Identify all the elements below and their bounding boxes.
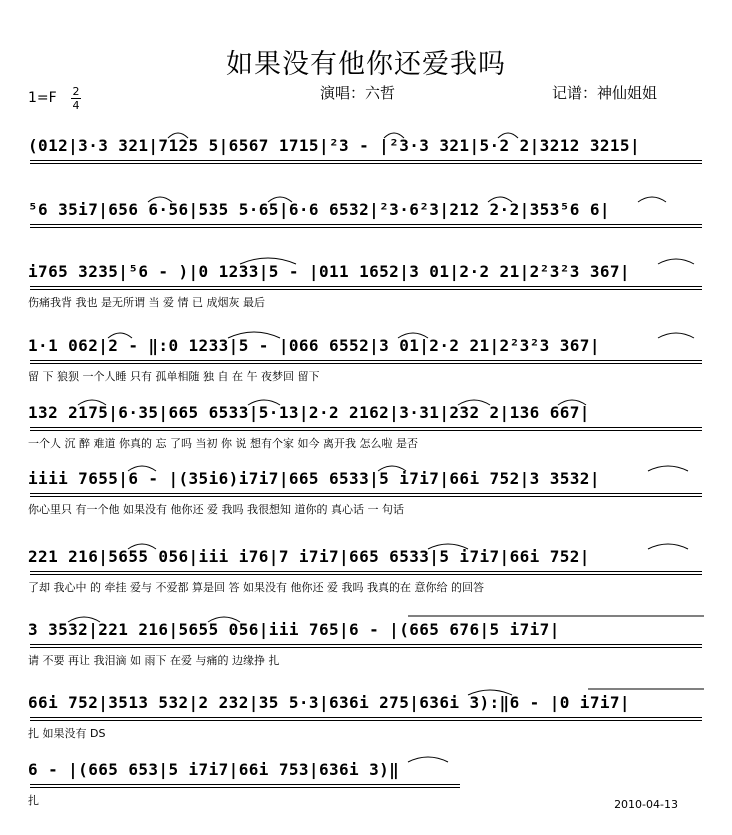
notation-line: (012|3·3 321|7125 5|6567 1715|²3 - |²3·3 321|5·2 2|3212 3215| bbox=[28, 136, 641, 155]
singer-credit: 演唱：六哲 bbox=[320, 84, 396, 102]
underline-beam-double bbox=[30, 289, 702, 290]
notation-line: 66i 752|3513 532|2 232|35 5·3|636i 275|636i 3):‖6 - |0 i7i7| bbox=[28, 693, 630, 712]
time-signature-bottom: 4 bbox=[72, 99, 80, 112]
lyrics-line: 扎 bbox=[28, 794, 39, 807]
lyrics-line: 一个人 沉 醉 难道 你真的 忘 了吗 当初 你 说 想有个家 如今 离开我 怎么啦 是否 bbox=[28, 437, 418, 450]
underline-beam bbox=[30, 571, 702, 572]
underline-beam bbox=[30, 644, 702, 645]
notation-line: ⁵6 35i7|656 6·56|535 5·65|6·6 6532|²3·6²3|212 2·2|353⁵6 6| bbox=[28, 200, 610, 219]
underline-beam-double bbox=[30, 163, 702, 164]
lyrics-line: 留 下 狼狈 一个人睡 只有 孤单相随 独 自 在 午 夜梦回 留下 bbox=[28, 370, 320, 383]
underline-beam bbox=[30, 224, 702, 225]
notation-line: 132 2175|6·35|665 6533|5·13|2·2 2162|3·31|232 2|136 667| bbox=[28, 403, 590, 422]
notation-line: 6 - |(665 653|5 i7i7|66i 753|636i 3)‖ bbox=[28, 760, 400, 779]
notation-line: iiii 7655|6 - |(35i6)i7i7|665 6533|5 i7i7|66i 752|3 3532| bbox=[28, 469, 600, 488]
underline-beam bbox=[30, 717, 702, 718]
underline-beam-double bbox=[30, 720, 702, 721]
underline-beam-double bbox=[30, 363, 702, 364]
underline-beam-double bbox=[30, 227, 702, 228]
underline-beam-double bbox=[30, 787, 460, 788]
time-signature-top: 2 bbox=[72, 85, 80, 98]
lyrics-line: 请 不要 再让 我泪滴 如 雨下 在爱 与痛的 边缘挣 扎 bbox=[28, 654, 280, 667]
lyrics-line bbox=[28, 232, 704, 250]
transcription-date: 2010-04-13 bbox=[614, 798, 678, 811]
lyrics-line bbox=[28, 168, 704, 186]
underline-beam-double bbox=[30, 574, 702, 575]
underline-beam bbox=[30, 286, 702, 287]
underline-beam bbox=[30, 493, 702, 494]
lyrics-line: 了却 我心中 的 牵挂 爱与 不爱都 算是回 答 如果没有 他你还 爱 我吗 我真的在 意你给 的回答 bbox=[28, 581, 484, 594]
notation-line: 221 216|5655 056|iii i76|7 i7i7|665 6533|5 i7i7|66i 752| bbox=[28, 547, 590, 566]
underline-beam bbox=[30, 160, 702, 161]
underline-beam-double bbox=[30, 647, 702, 648]
notation-line: 1·1 062|2 - ‖:0 1233|5 - |066 6552|3 01|2·2 21|2²3²3 367| bbox=[28, 336, 600, 355]
notation-line: i765 3235|⁵6 - )|0 1233|5 - |011 1652|3 01|2·2 21|2²3²3 367| bbox=[28, 262, 630, 281]
underline-beam-double bbox=[30, 430, 702, 431]
song-title: 如果没有他你还爱我吗 bbox=[226, 49, 506, 80]
lyrics-line: 扎 如果没有 DS bbox=[28, 727, 106, 740]
lyrics-line: 你心里只 有一个他 如果没有 他你还 爱 我吗 我很想知 道你的 真心话 一 句话 bbox=[28, 503, 404, 516]
underline-beam bbox=[30, 427, 702, 428]
transcriber-credit: 记谱：神仙姐姐 bbox=[552, 84, 658, 102]
key-signature: 1=F bbox=[28, 90, 57, 106]
time-signature bbox=[71, 86, 81, 111]
notation-line: 3 3532|221 216|5655 056|iii 765|6 - |(665 676|5 i7i7| bbox=[28, 620, 560, 639]
underline-beam-double bbox=[30, 496, 702, 497]
lyrics-line: 伤痛我背 我也 是无所谓 当 爱 情 已 成烟灰 最后 bbox=[28, 296, 265, 309]
underline-beam bbox=[30, 360, 702, 361]
underline-beam bbox=[30, 784, 460, 785]
